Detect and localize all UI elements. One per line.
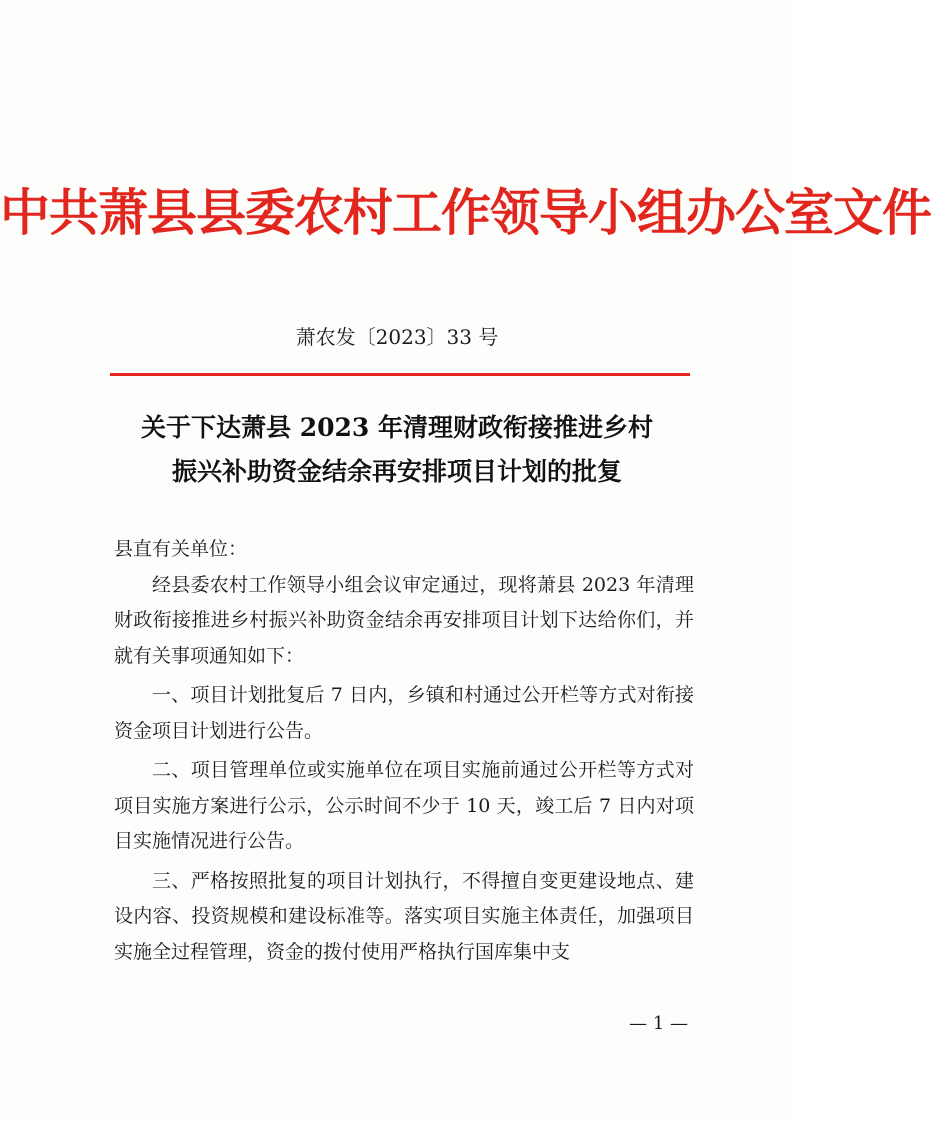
- title-line-2: 振兴补助资金结余再安排项目计划的批复: [171, 457, 622, 486]
- paragraph-item-1: 一、项目计划批复后 7 日内，乡镇和村通过公开栏等方式对衔接资金项目计划进行公告。: [114, 684, 694, 742]
- paragraph-item-2: 二、项目管理单位或实施单位在项目实施前通过公开栏等方式对项目实施方案进行公示，公示时间不少于 10 天，竣工后 7 日内对项目实施情况进行公告。: [114, 759, 694, 852]
- document-number: 萧农发〔2023〕33 号: [295, 325, 499, 349]
- masthead-title: 中共萧县县委农村工作领导小组办公室文件: [0, 183, 931, 242]
- paragraph-item-3: 三、严格按照批复的项目计划执行，不得擅自变更建设地点、建设内容、投资规模和建设标准等。落实项目实施主体责任，加强项目实施全过程管理，资金的拨付使用严格执行国库集中支: [114, 869, 694, 963]
- red-divider-line: [110, 373, 690, 376]
- title-line-1: 关于下达萧县 2023 年清理财政衔接推进乡村: [141, 413, 653, 442]
- document-body: [114, 532, 694, 970]
- document-title: [0, 406, 794, 494]
- page-number: — 1 —: [629, 1013, 688, 1034]
- salutation: 县直有关单位：: [114, 538, 248, 560]
- paragraph-intro: 经县委农村工作领导小组会议审定通过，现将萧县 2023 年清理财政衔接推进乡村振兴补助资金结余再安排项目计划下达给你们，并就有关事项通知如下：: [114, 573, 694, 667]
